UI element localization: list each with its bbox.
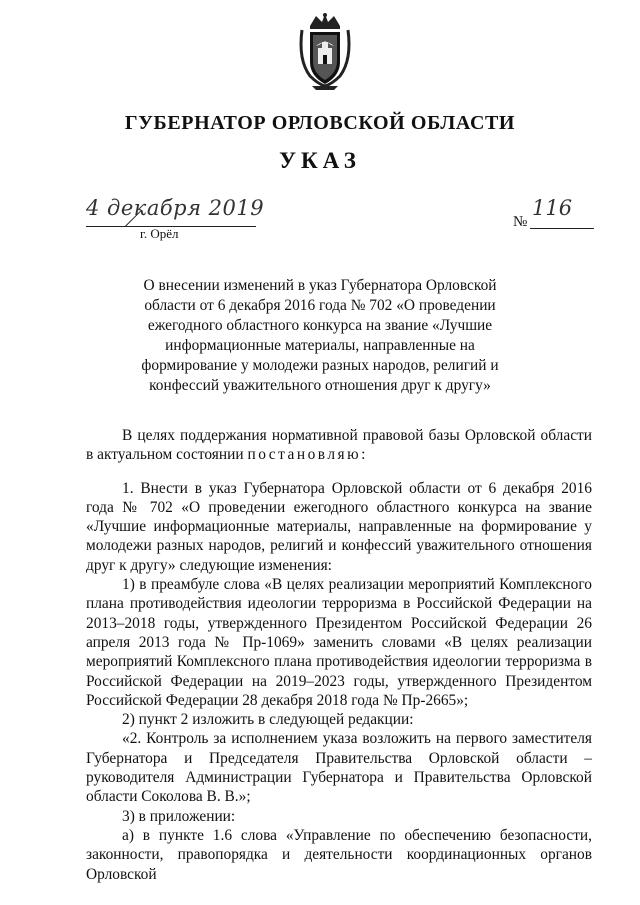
paragraph-1-3-a: а) в пункте 1.6 слова «Управление по обеспечению безопасности, законности, правопорядка и деятельности координационных органов Орловской (86, 826, 592, 883)
document-type: УКАЗ (279, 148, 361, 173)
preamble-keyword: постановляю (247, 446, 362, 464)
decree-body (86, 426, 592, 884)
paragraph-1: 1. Внести в указ Губернатора Орловской области от 6 декабря 2016 года № 702 «О проведении ежегодного областного конкурса на звание «Лучшие информационные материалы, направленные на формирование у молодежи разных народов, религий и конфессий уважительного отношения друг к другу» следующие изменения: (86, 479, 592, 574)
coat-of-arms-emblem-icon (296, 12, 354, 92)
place-label: г. Орёл (140, 226, 179, 241)
handwritten-date: 4 декабря 2019 (86, 196, 265, 220)
handwritten-number: 116 (532, 196, 573, 220)
preamble-end: : (361, 446, 366, 464)
number-underline (530, 228, 594, 229)
number-label: № (513, 214, 528, 230)
preamble-paragraph (86, 426, 592, 465)
paragraph-1-3: 3) в приложении: (122, 807, 236, 825)
preamble-text: В целях поддержания нормативной правовой базы Орловской области в актуальном состоянии (86, 427, 592, 464)
paragraph-1-2-text: «2. Контроль за исполнением указа возложить на первого заместителя Губернатора и Председателя Правительства Орловской области – руководителя Администрации Губернатора и Правительства Орловской области Соколова В. В.»; (86, 730, 592, 806)
paragraph-1-2: 2) пункт 2 изложить в следующей редакции: (122, 711, 414, 729)
document-title: ГУБЕРНАТОР ОРЛОВСКОЙ ОБЛАСТИ (124, 112, 516, 134)
paragraph-1-1: 1) в преамбуле слова «В целях реализации мероприятий Комплексного плана противодействия идеологии терроризма в Российской Федерации на 2013–2018 годы, утвержденного Президентом Российской Федерации 26 апреля 2013 года № Пр-1069» заменить словами «В целях реализации мероприятий Комплексного плана противодействия идеологии терроризма в Российской Федерации на 2019–2023 годы, утвержденного Президентом Российской Федерации 28 декабря 2018 года № Пр-2665»; (86, 576, 592, 709)
decree-subject: О внесении изменений в указ Губернатора Орловской области от 6 декабря 2016 года № 702 «О проведении ежегодного областного конкурса на звание «Лучшие информационные материалы, направленные на формирование у молодежи разных народов, религий и конфессий уважительного отношения друг к другу» (141, 277, 499, 394)
